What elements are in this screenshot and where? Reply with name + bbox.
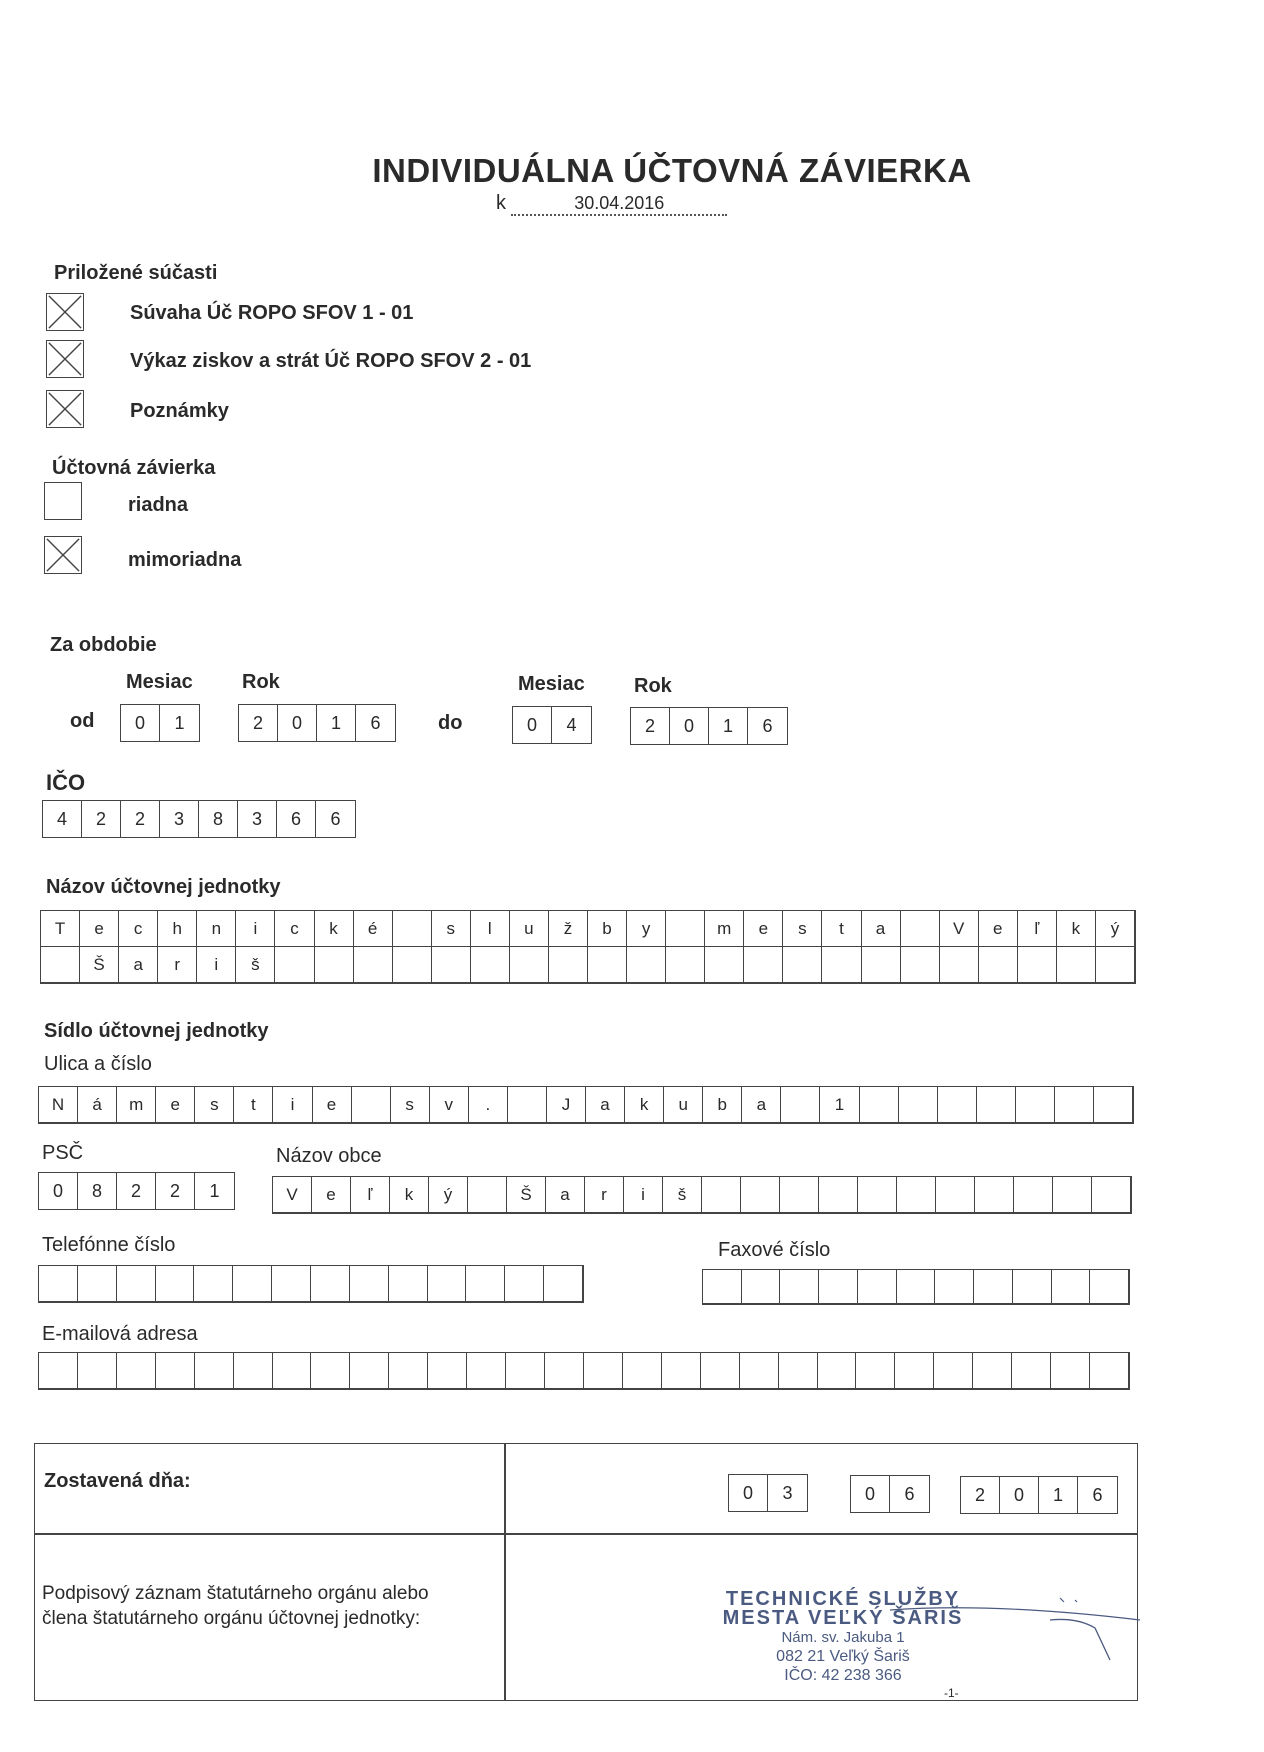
- stamp-line1: TECHNICKÉ SLUŽBY: [725, 1588, 961, 1610]
- digit-cell: 0: [121, 705, 160, 741]
- char-cell: [1055, 1087, 1094, 1123]
- char-cell: [466, 1266, 505, 1302]
- char-cell: [506, 1353, 545, 1389]
- stamp-line3: Nám. sv. Jakuba 1: [781, 1629, 905, 1646]
- char-cell: [194, 1266, 233, 1302]
- char-cell: Š: [80, 947, 119, 983]
- email-label: E-mailová adresa: [42, 1323, 198, 1345]
- char-cell: [973, 1353, 1012, 1389]
- digit-cell: 1: [174, 712, 185, 733]
- char-cell: ľ: [351, 1177, 390, 1213]
- char-cell: [389, 1266, 428, 1302]
- char-cell: [428, 1266, 467, 1302]
- street-field[interactable]: [38, 1086, 1134, 1124]
- char-cell: b: [703, 1087, 742, 1123]
- char-cell: i: [624, 1177, 663, 1213]
- char-cell: k: [390, 1177, 429, 1213]
- char-cell: [549, 947, 588, 983]
- unit-name-label: Názov účtovnej jednotky: [46, 876, 281, 898]
- char-cell: N: [39, 1087, 78, 1123]
- form-title: INDIVIDUÁLNA ÚČTOVNÁ ZÁVIERKA: [372, 152, 972, 189]
- stamp-line5: IČO: 42 238 366: [784, 1667, 902, 1684]
- digit-cell: 6: [762, 715, 773, 736]
- char-cell: [78, 1266, 117, 1302]
- char-cell: [233, 1266, 272, 1302]
- from-year-field[interactable]: [238, 704, 396, 742]
- digit-cell: 1: [209, 1180, 220, 1201]
- char-cell: [545, 1353, 584, 1389]
- char-cell: s: [391, 1087, 430, 1123]
- char-cell: ž: [549, 911, 588, 947]
- char-cell: [350, 1353, 389, 1389]
- char-cell: [311, 1353, 350, 1389]
- closing-date-value[interactable]: 30.04.2016: [511, 192, 727, 216]
- digit-cell: 6: [904, 1483, 915, 1504]
- char-cell: [350, 1266, 389, 1302]
- signature-label-line1: Podpisový záznam štatutárneho orgánu alebo: [42, 1583, 429, 1604]
- from-year-label: Rok: [242, 671, 280, 693]
- char-cell: m: [117, 1087, 156, 1123]
- compiled-year-field[interactable]: [960, 1476, 1118, 1514]
- char-cell: [195, 1353, 234, 1389]
- char-cell: [742, 1270, 781, 1304]
- checkbox-riadna[interactable]: [44, 482, 82, 520]
- char-cell: [623, 1353, 662, 1389]
- city-label: Názov obce: [276, 1145, 382, 1167]
- char-cell: [393, 911, 432, 947]
- char-cell: [1014, 1177, 1053, 1213]
- digit-cell: 2: [82, 801, 121, 837]
- digit-cell: 2: [631, 708, 670, 744]
- char-cell: [588, 947, 627, 983]
- char-cell: [275, 947, 314, 983]
- char-cell: c: [275, 911, 314, 947]
- closing-date: [496, 192, 727, 216]
- char-cell: [975, 1177, 1014, 1213]
- char-cell: [934, 1353, 973, 1389]
- char-cell: [41, 947, 80, 983]
- char-cell: š: [663, 1177, 702, 1213]
- digit-cell: 2: [961, 1477, 1000, 1513]
- phone-field[interactable]: [38, 1265, 584, 1303]
- char-cell: [935, 1270, 974, 1304]
- psc-label: PSČ: [42, 1142, 84, 1164]
- char-cell: [895, 1353, 934, 1389]
- char-cell: [467, 1353, 506, 1389]
- char-cell: [1090, 1353, 1129, 1389]
- char-cell: [156, 1353, 195, 1389]
- char-cell: [701, 1353, 740, 1389]
- attachment-label-vykaz: Výkaz ziskov a strát Úč ROPO SFOV 2 - 01: [130, 350, 532, 372]
- fax-label: Faxové číslo: [718, 1239, 831, 1261]
- char-cell: é: [354, 911, 393, 947]
- closing-type-label-mimoriadna: mimoriadna: [128, 549, 242, 571]
- char-cell: [666, 947, 705, 983]
- char-cell: [1012, 1353, 1051, 1389]
- digit-cell: 8: [199, 801, 238, 837]
- char-cell: á: [78, 1087, 117, 1123]
- digit-cell: 2: [156, 1173, 195, 1209]
- char-cell: [354, 947, 393, 983]
- char-cell: [352, 1087, 391, 1123]
- char-cell: r: [585, 1177, 624, 1213]
- psc-field[interactable]: [38, 1172, 235, 1210]
- char-cell: [780, 1177, 819, 1213]
- char-cell: [819, 1270, 858, 1304]
- char-cell: [508, 1087, 547, 1123]
- digit-cell: 0: [670, 708, 709, 744]
- footer-row-divider: [34, 1533, 1138, 1535]
- digit-cell: 6: [1092, 1484, 1103, 1505]
- char-cell: [1094, 1087, 1133, 1123]
- char-cell: J: [547, 1087, 586, 1123]
- digit-cell: 2: [239, 705, 278, 741]
- char-cell: [1052, 1270, 1091, 1304]
- char-cell: .: [469, 1087, 508, 1123]
- page-number: -1-: [944, 1686, 959, 1700]
- digit-cell: 2: [121, 801, 160, 837]
- closing-type-label-riadna: riadna: [128, 494, 189, 516]
- digit-cell: 3: [160, 801, 199, 837]
- char-cell: a: [862, 911, 901, 947]
- char-cell: [627, 947, 666, 983]
- char-cell: [510, 947, 549, 983]
- email-field[interactable]: [38, 1352, 1130, 1390]
- char-cell: y: [627, 911, 666, 947]
- char-cell: [779, 1353, 818, 1389]
- char-cell: [311, 1266, 350, 1302]
- char-cell: m: [705, 911, 744, 947]
- stamp-line2: MESTA VEĽKÝ ŠARIŠ: [722, 1607, 964, 1629]
- char-cell: s: [195, 1087, 234, 1123]
- digit-cell: 6: [277, 801, 316, 837]
- char-cell: k: [1057, 911, 1096, 947]
- char-cell: ý: [1096, 911, 1135, 947]
- digit-cell: 1: [317, 705, 356, 741]
- char-cell: l: [471, 911, 510, 947]
- digit-cell: 8: [78, 1173, 117, 1209]
- checkbox-suvaha[interactable]: [46, 293, 84, 331]
- char-cell: [39, 1266, 78, 1302]
- char-cell: [1018, 947, 1057, 983]
- char-cell: [822, 947, 861, 983]
- char-cell: [741, 1177, 780, 1213]
- digit-cell: 0: [851, 1476, 890, 1512]
- char-cell: i: [236, 911, 275, 947]
- char-cell: k: [625, 1087, 664, 1123]
- digit-cell: 0: [1000, 1477, 1039, 1513]
- digit-cell: 1: [709, 708, 748, 744]
- char-cell: [156, 1266, 195, 1302]
- char-cell: [468, 1177, 507, 1213]
- char-cell: [544, 1266, 583, 1302]
- stamp-line4: 082 21 Veľký Šariš: [776, 1648, 910, 1665]
- char-cell: ý: [429, 1177, 468, 1213]
- char-cell: [901, 911, 940, 947]
- char-cell: [780, 1270, 819, 1304]
- char-cell: [39, 1353, 78, 1389]
- char-cell: n: [197, 911, 236, 947]
- from-month-field[interactable]: [120, 704, 200, 742]
- digit-cell: 4: [43, 801, 82, 837]
- char-cell: [977, 1087, 1016, 1123]
- digit-cell: 3: [238, 801, 277, 837]
- char-cell: [389, 1353, 428, 1389]
- char-cell: [1053, 1177, 1092, 1213]
- char-cell: V: [273, 1177, 312, 1213]
- compiled-label: Zostavená dňa:: [44, 1470, 191, 1492]
- phone-label: Telefónne číslo: [42, 1234, 176, 1256]
- date-prefix: k: [496, 192, 506, 214]
- digit-cell: 4: [566, 714, 577, 735]
- char-cell: [1051, 1353, 1090, 1389]
- char-cell: [505, 1266, 544, 1302]
- char-cell: [740, 1353, 779, 1389]
- char-cell: [897, 1270, 936, 1304]
- to-year-field[interactable]: [630, 707, 788, 745]
- char-cell: [1090, 1270, 1129, 1304]
- char-cell: [1016, 1087, 1055, 1123]
- closing-type-heading: Účtovná závierka: [52, 457, 216, 479]
- to-label: do: [438, 712, 463, 734]
- char-cell: [819, 1177, 858, 1213]
- char-cell: [78, 1353, 117, 1389]
- to-month-field[interactable]: [512, 706, 592, 744]
- char-cell: a: [586, 1087, 625, 1123]
- char-cell: t: [234, 1087, 273, 1123]
- char-cell: [432, 947, 471, 983]
- char-cell: V: [940, 911, 979, 947]
- char-cell: v: [430, 1087, 469, 1123]
- footer-divider: [504, 1443, 506, 1701]
- char-cell: e: [156, 1087, 195, 1123]
- signature-label-line2: člena štatutárneho orgánu účtovnej jednotky:: [42, 1608, 421, 1629]
- char-cell: r: [158, 947, 197, 983]
- char-cell: [783, 947, 822, 983]
- to-year-label: Rok: [634, 675, 672, 697]
- ico-field[interactable]: [42, 800, 356, 838]
- ico-label: IČO: [46, 770, 86, 795]
- from-label: od: [70, 710, 95, 732]
- char-cell: u: [510, 911, 549, 947]
- char-cell: [899, 1087, 938, 1123]
- char-cell: a: [119, 947, 158, 983]
- char-cell: [979, 947, 1018, 983]
- char-cell: [936, 1177, 975, 1213]
- char-cell: [666, 911, 705, 947]
- digit-cell: 0: [729, 1475, 768, 1511]
- char-cell: i: [273, 1087, 312, 1123]
- char-cell: [1013, 1270, 1052, 1304]
- char-cell: [702, 1177, 741, 1213]
- char-cell: e: [312, 1177, 351, 1213]
- char-cell: [315, 947, 354, 983]
- char-cell: [1057, 947, 1096, 983]
- char-cell: e: [744, 911, 783, 947]
- char-cell: 1: [820, 1087, 859, 1123]
- digit-cell: 2: [117, 1173, 156, 1209]
- city-field[interactable]: [272, 1176, 1132, 1214]
- signature-scribble: [880, 1590, 1150, 1670]
- attachments-heading: Priložené súčasti: [54, 262, 218, 284]
- digit-cell: 1: [1039, 1477, 1078, 1513]
- char-cell: [471, 947, 510, 983]
- char-cell: s: [432, 911, 471, 947]
- char-cell: ľ: [1018, 911, 1057, 947]
- char-cell: š: [236, 947, 275, 983]
- char-cell: [858, 1177, 897, 1213]
- char-cell: [703, 1270, 742, 1304]
- char-cell: [856, 1353, 895, 1389]
- char-cell: [234, 1353, 273, 1389]
- char-cell: e: [979, 911, 1018, 947]
- digit-cell: 0: [39, 1173, 78, 1209]
- char-cell: [974, 1270, 1013, 1304]
- char-cell: [584, 1353, 623, 1389]
- street-label: Ulica a číslo: [44, 1053, 152, 1075]
- char-cell: [858, 1270, 897, 1304]
- char-cell: t: [822, 911, 861, 947]
- checkbox-mimoriadna[interactable]: [44, 536, 82, 574]
- char-cell: a: [546, 1177, 585, 1213]
- period-heading: Za obdobie: [50, 634, 157, 656]
- char-cell: b: [588, 911, 627, 947]
- char-cell: [901, 947, 940, 983]
- char-cell: T: [41, 911, 80, 947]
- char-cell: [938, 1087, 977, 1123]
- char-cell: [781, 1087, 820, 1123]
- compiled-month-field[interactable]: [850, 1475, 930, 1513]
- char-cell: Š: [507, 1177, 546, 1213]
- char-cell: s: [783, 911, 822, 947]
- compiled-day-field[interactable]: [728, 1474, 808, 1512]
- unit-name-field[interactable]: [40, 910, 1136, 984]
- char-cell: [860, 1087, 899, 1123]
- char-cell: e: [80, 911, 119, 947]
- char-cell: i: [197, 947, 236, 983]
- digit-cell: 6: [330, 808, 341, 829]
- digit-cell: 3: [782, 1482, 793, 1503]
- digit-cell: 0: [513, 707, 552, 743]
- char-cell: [1092, 1177, 1131, 1213]
- char-cell: [117, 1266, 156, 1302]
- char-cell: [862, 947, 901, 983]
- char-cell: [705, 947, 744, 983]
- char-cell: a: [742, 1087, 781, 1123]
- checkbox-poznamky[interactable]: [46, 390, 84, 428]
- char-cell: [744, 947, 783, 983]
- char-cell: [428, 1353, 467, 1389]
- char-cell: [662, 1353, 701, 1389]
- char-cell: [1096, 947, 1135, 983]
- char-cell: e: [313, 1087, 352, 1123]
- char-cell: c: [119, 911, 158, 947]
- digit-cell: 6: [370, 712, 381, 733]
- char-cell: [818, 1353, 857, 1389]
- to-month-label: Mesiac: [518, 673, 585, 695]
- from-month-label: Mesiac: [126, 671, 193, 693]
- attachment-label-poznamky: Poznámky: [130, 400, 229, 422]
- char-cell: k: [315, 911, 354, 947]
- char-cell: u: [664, 1087, 703, 1123]
- char-cell: [272, 1266, 311, 1302]
- char-cell: h: [158, 911, 197, 947]
- char-cell: [940, 947, 979, 983]
- checkbox-vykaz[interactable]: [46, 340, 84, 378]
- char-cell: [273, 1353, 312, 1389]
- attachment-label-suvaha: Súvaha Úč ROPO SFOV 1 - 01: [130, 302, 414, 324]
- fax-field[interactable]: [702, 1269, 1130, 1305]
- char-cell: [897, 1177, 936, 1213]
- char-cell: [393, 947, 432, 983]
- digit-cell: 0: [278, 705, 317, 741]
- char-cell: [117, 1353, 156, 1389]
- seat-heading: Sídlo účtovnej jednotky: [44, 1020, 269, 1042]
